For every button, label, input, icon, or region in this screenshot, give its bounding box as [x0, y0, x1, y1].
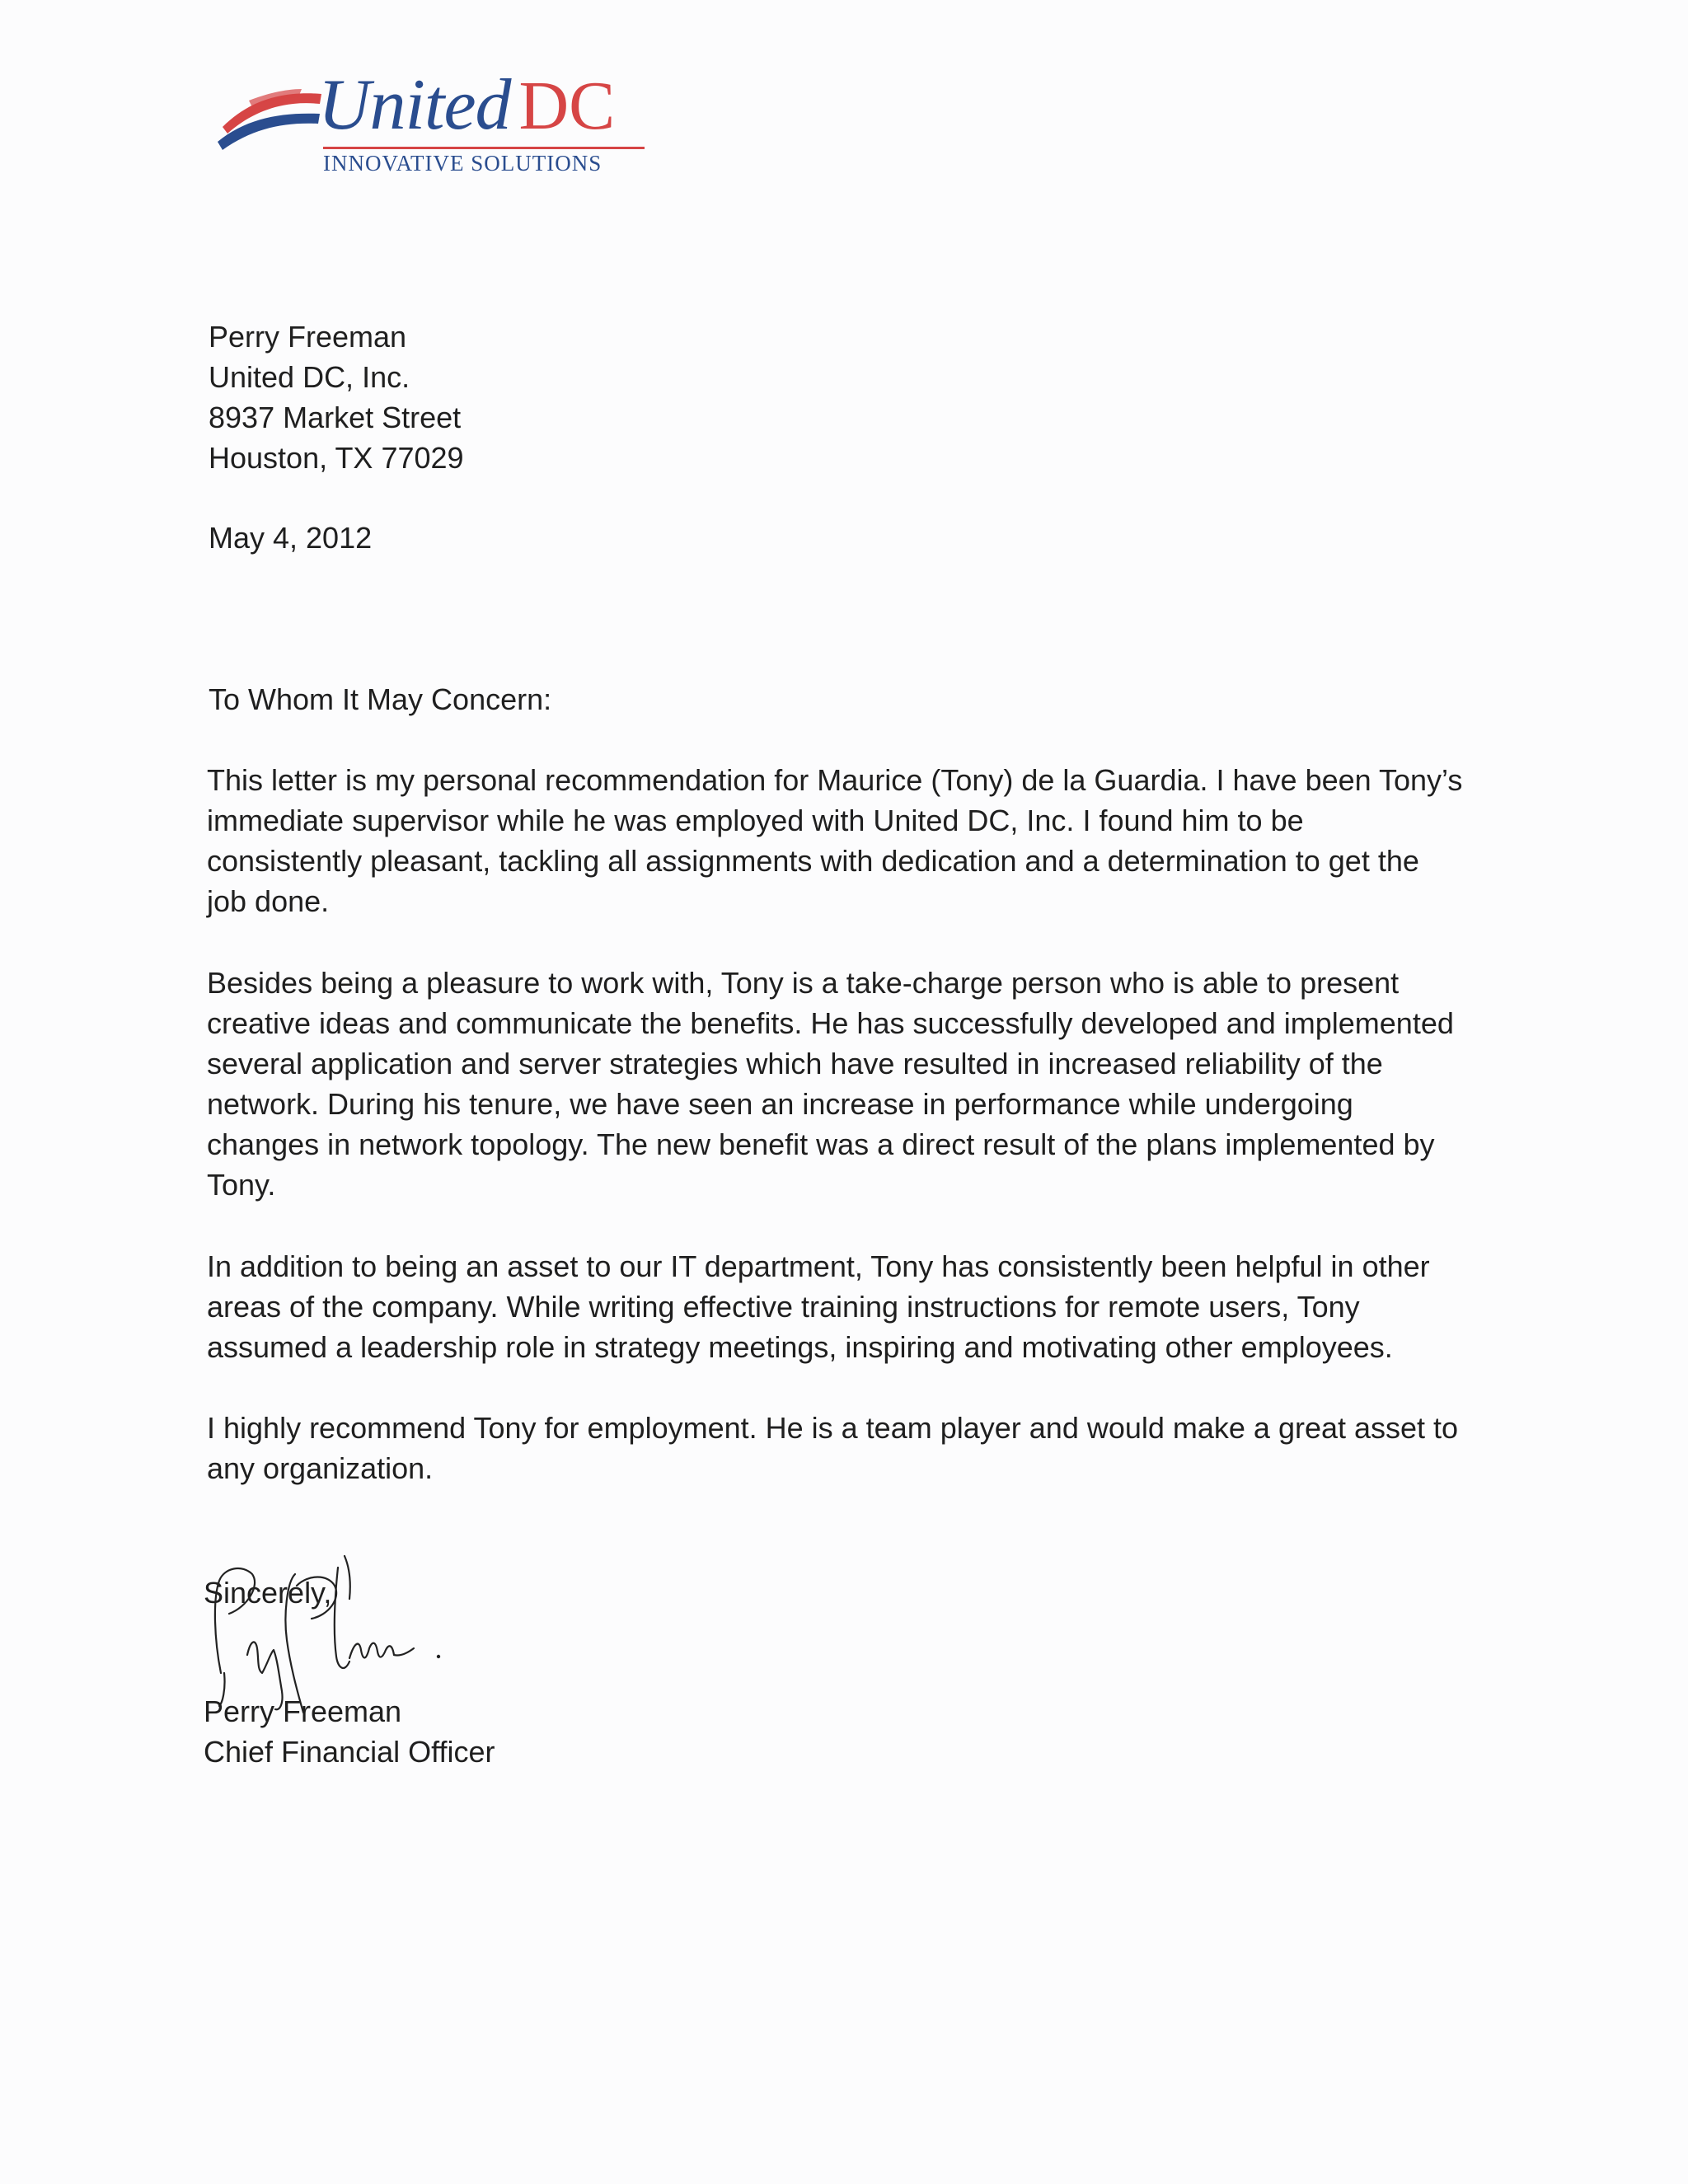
sender-street: 8937 Market Street [209, 401, 462, 434]
sender-company: United DC, Inc. [209, 360, 410, 394]
paragraph-line: several application and server strategies which have resulted in increased reliability of the [207, 1047, 1383, 1080]
salutation: To Whom It May Concern: [209, 682, 552, 716]
paragraph-line: changes in network topology. The new benefit was a direct result of the plans implemented by [207, 1127, 1435, 1161]
paragraph-line: assumed a leadership role in strategy meetings, inspiring and motivating other employees. [207, 1330, 1393, 1364]
paragraph-line: areas of the company. While writing effective training instructions for remote users, Tony [207, 1290, 1360, 1324]
paragraph-line: consistently pleasant, tackling all assignments with dedication and a determination to get the [207, 844, 1419, 878]
paragraph-line: Tony. [207, 1168, 276, 1202]
flag-swoosh-icon [216, 76, 323, 150]
paragraph-line: Besides being a pleasure to work with, Tony is a take-charge person who is able to present [207, 966, 1400, 1000]
logo-united-text: United [318, 65, 511, 145]
logo-tagline: INNOVATIVE SOLUTIONS [323, 147, 645, 176]
body-paragraph-3 [207, 1246, 1526, 1367]
paragraph-line: I highly recommend Tony for employment. He is a team player and would make a great asset to [207, 1411, 1459, 1445]
paragraph-line: creative ideas and communicate the benefits. He has successfully developed and implemented [207, 1006, 1454, 1040]
company-logo [216, 65, 645, 176]
paragraph-line: any organization. [207, 1451, 434, 1485]
closing: Sincerely, [204, 1576, 332, 1610]
sender-name: Perry Freeman [209, 320, 407, 354]
paragraph-line: In addition to being an asset to our IT department, Tony has consistently been helpful in other [207, 1249, 1430, 1283]
body-paragraph-2 [207, 963, 1526, 1205]
signer-name: Perry Freeman [204, 1694, 402, 1728]
logo-dc-text: DC [518, 68, 616, 144]
body-paragraph-4 [207, 1408, 1526, 1488]
sender-city: Houston, TX 77029 [209, 441, 464, 475]
letter-date: May 4, 2012 [209, 521, 373, 555]
paragraph-line: This letter is my personal recommendation for Maurice (Tony) de la Guardia. I have been Tony’s [207, 763, 1463, 797]
sender-address [209, 316, 464, 478]
paragraph-line: job done. [207, 884, 330, 918]
logo-wordmark [318, 65, 616, 145]
signer-title: Chief Financial Officer [204, 1735, 495, 1769]
paragraph-line: network. During his tenure, we have seen an increase in performance while undergoing [207, 1087, 1353, 1121]
paragraph-line: immediate supervisor while he was employed with United DC, Inc. I found him to be [207, 804, 1304, 837]
body-paragraph-1 [207, 760, 1526, 921]
